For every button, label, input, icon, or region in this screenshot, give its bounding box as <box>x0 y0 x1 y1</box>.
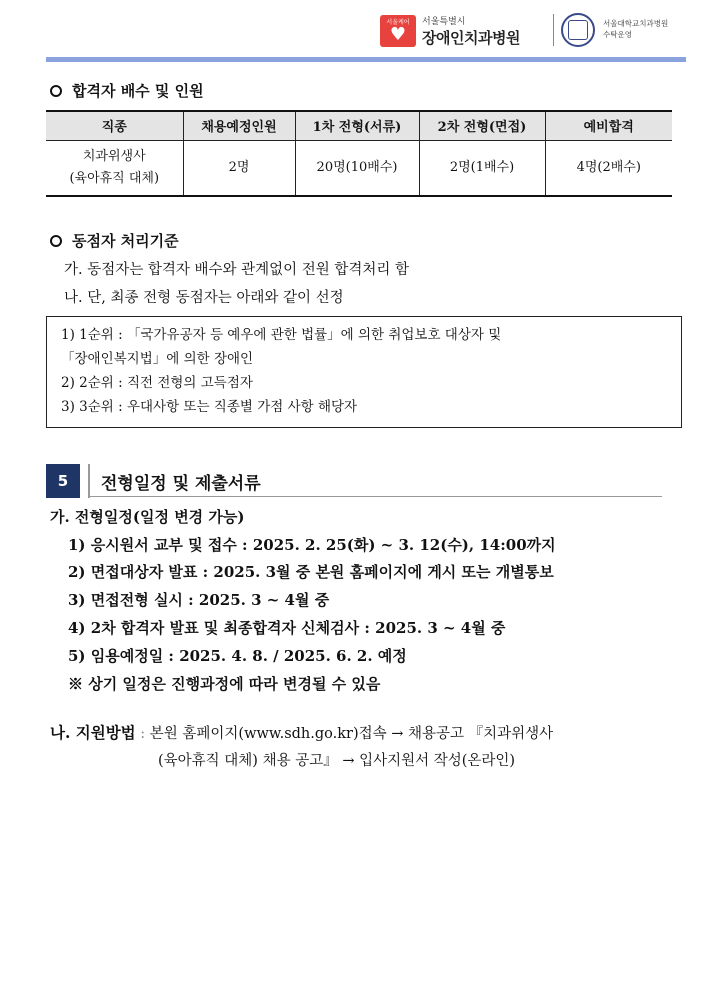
quota-title: 합격자 배수 및 인원 <box>72 82 204 100</box>
cell-second-round: 2명(1배수) <box>419 140 545 196</box>
page-header <box>0 0 723 62</box>
header-first-round: 1차 전형(서류) <box>295 111 419 140</box>
logo-city-text: 서울특별시 <box>422 17 466 27</box>
section-divider <box>88 464 90 498</box>
logo-hospital-name: 장애인치과병원 <box>422 29 520 47</box>
heart-icon: ♥ <box>389 24 407 45</box>
circle-bullet-icon <box>50 85 62 97</box>
operator-line2: 수탁운영 <box>603 30 632 39</box>
quota-heading <box>50 80 204 101</box>
university-seal-icon <box>561 13 595 47</box>
cell-planned: 2명 <box>183 140 295 196</box>
seoul-care-heart-icon <box>380 15 416 47</box>
tie-title: 동점자 처리기준 <box>72 232 179 250</box>
header-reserve: 예비합격 <box>545 111 672 140</box>
header-second-round: 2차 전형(면접) <box>419 111 545 140</box>
schedule-item-3: 3) 면접전형 실시 : 2025. 3 ~ 4월 중 <box>68 591 330 609</box>
schedule-item-2: 2) 면접대상자 발표 : 2025. 3월 중 본원 홈페이지에 게시 또는 개별통보 <box>68 563 554 581</box>
schedule-title: 가. 전형일정(일정 변경 가능) <box>50 508 245 526</box>
apply-method-line2: (육아휴직 대체) 채용 공고』 → 입사지원서 작성(온라인) <box>158 753 516 769</box>
cell-job <box>46 140 183 196</box>
tie-heading <box>50 230 179 251</box>
schedule-item-4: 4) 2차 합격자 발표 및 최종합격자 신체검사 : 2025. 3 ~ 4월 중 <box>68 619 506 637</box>
operator-text <box>603 18 668 40</box>
priority-line-1: 1) 1순위 : 「국가유공자 등 예우에 관한 법률」에 의한 취업보호 대상자 및 <box>61 327 502 343</box>
tie-item-2: 나. 단, 최종 전형 동점자는 아래와 같이 선정 <box>64 290 344 306</box>
table-row <box>46 140 672 196</box>
operator-line1: 서울대학교치과병원 <box>603 19 669 28</box>
apply-sep: : <box>140 726 146 742</box>
header-job: 직종 <box>46 111 183 140</box>
apply-text-1: 본원 홈페이지(www.sdh.go.kr)접속 → 채용공고 『치과위생사 <box>149 726 554 742</box>
schedule-note: ※ 상기 일정은 진행과정에 따라 변경될 수 있음 <box>68 675 381 693</box>
logo-badge-text: 서울케어 <box>386 19 410 26</box>
apply-method-line1 <box>50 721 553 743</box>
tie-item-1: 가. 동점자는 합격자 배수와 관계없이 전원 합격처리 함 <box>64 262 410 278</box>
cell-reserve: 4명(2배수) <box>545 140 672 196</box>
circle-bullet-icon <box>50 235 62 247</box>
priority-line-3: 3) 3순위 : 우대사항 또는 직종별 가점 사항 해당자 <box>61 399 358 415</box>
hospital-logo <box>380 14 520 48</box>
section-number-badge: 5 <box>46 464 80 498</box>
section-underline <box>88 496 662 497</box>
tie-priority-box <box>46 316 682 428</box>
schedule-item-1: 1) 응시원서 교부 및 접수 : 2025. 2. 25(화) ~ 3. 12(수), 14:00까지 <box>68 536 556 554</box>
job-line1: 치과위생사 <box>82 148 146 164</box>
header-accent-bar <box>46 57 686 62</box>
schedule-item-5: 5) 임용예정일 : 2025. 4. 8. / 2025. 6. 2. 예정 <box>68 647 407 665</box>
priority-line-1b: 「장애인복지법」에 의한 장애인 <box>61 351 254 367</box>
priority-line-2: 2) 2순위 : 직전 전형의 고득점자 <box>61 375 253 391</box>
header-planned: 채용예정인원 <box>183 111 295 140</box>
section5-title: 전형일정 및 제출서류 <box>101 474 261 494</box>
recruit-quota-table <box>46 110 672 197</box>
cell-first-round: 20명(10배수) <box>295 140 419 196</box>
apply-label: 나. 지원방법 <box>50 723 136 742</box>
table-header-row <box>46 111 672 140</box>
logo-divider <box>553 14 554 46</box>
job-line2: (육아휴직 대체) <box>69 170 160 186</box>
